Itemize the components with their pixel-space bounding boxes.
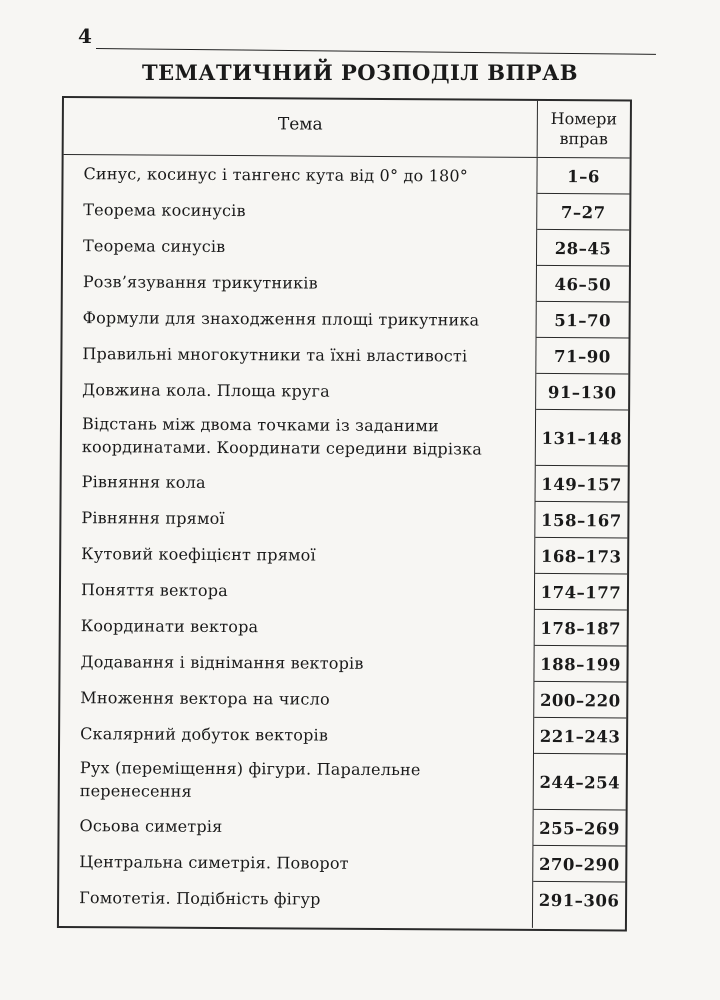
row-topic: Множення вектора на число: [80, 687, 330, 709]
row-topic: Рух (переміщення) фігури. Паралельне перенесення: [79, 758, 421, 801]
table-row: [62, 463, 628, 502]
row-numbers: 178–187: [540, 618, 622, 638]
row-topic: Рівняння прямої: [81, 507, 225, 528]
table-row: [60, 679, 626, 718]
row-numbers: 158–167: [541, 510, 622, 530]
row-numbers: 188–199: [540, 654, 621, 674]
row-numbers: 291–306: [538, 890, 620, 910]
row-topic: Кутовий коефіцієнт прямої: [81, 543, 316, 565]
row-numbers: 149–157: [541, 474, 623, 494]
row-topic: Теорема косинусів: [83, 199, 246, 220]
table-row: [63, 155, 629, 194]
header-rule: [96, 48, 656, 55]
row-topic: Центральна симетрія. Поворот: [79, 851, 349, 873]
table-row: [59, 843, 625, 882]
row-numbers: 200–220: [539, 690, 621, 710]
table-row: [62, 407, 628, 466]
row-topic: Координати вектора: [80, 615, 259, 636]
row-numbers: 221–243: [539, 726, 621, 746]
page-title: ТЕМАТИЧНИЙ РОЗПОДІЛ ВПРАВ: [142, 60, 578, 85]
row-topic: Поняття вектора: [80, 579, 229, 600]
numbers-header-line-1: Номери: [550, 108, 618, 129]
row-topic: Відстань між двома точками із заданими координатами. Координати середини відрізка: [81, 414, 483, 459]
row-topic: Розв’язування трикутників: [82, 271, 318, 293]
row-numbers: 255–269: [539, 818, 620, 838]
row-numbers: 7–27: [560, 202, 606, 222]
row-numbers: 174–177: [540, 582, 622, 602]
table-row: [60, 751, 626, 810]
table-row: [60, 715, 626, 754]
row-topic: Формули для знаходження площі трикутника: [82, 307, 480, 330]
row-topic: Синус, косинус і тангенс кута від 0° до 180°: [83, 163, 469, 185]
table-row: [63, 299, 629, 338]
row-numbers: 131–148: [541, 428, 623, 448]
topic-column-header: Тема: [277, 114, 323, 135]
row-topic: Теорема синусів: [83, 235, 226, 256]
table-row: [61, 535, 627, 574]
table-row: [61, 499, 627, 538]
row-topic: Додавання і віднімання векторів: [80, 651, 364, 673]
row-numbers: 51–70: [554, 310, 612, 330]
table-row: [62, 371, 628, 410]
row-numbers: 71–90: [554, 346, 611, 366]
row-topic: Рівняння кола: [81, 471, 206, 492]
row-numbers: 28–45: [554, 238, 612, 258]
row-numbers: 168–173: [540, 546, 622, 566]
row-numbers: 1–6: [567, 166, 600, 186]
numbers-header-line-2: вправ: [559, 129, 609, 149]
table-row: [59, 807, 625, 846]
table-row: [61, 571, 627, 610]
table-row: [61, 607, 627, 646]
row-topic: Осьова симетрія: [79, 815, 223, 836]
table-row: [62, 335, 628, 374]
row-topic: Гомотетія. Подібність фігур: [79, 887, 321, 909]
table-header: [64, 98, 630, 158]
table-row: [63, 191, 629, 230]
numbers-column-header: [537, 101, 630, 158]
row-numbers: 46–50: [554, 274, 612, 294]
row-topic: Довжина кола. Площа круга: [82, 379, 330, 401]
table-row: [59, 879, 625, 918]
table-row: [60, 643, 626, 682]
row-numbers: 270–290: [538, 854, 620, 874]
table-row: [63, 263, 629, 302]
row-numbers: 244–254: [539, 772, 621, 792]
table-row: [63, 227, 629, 266]
table-body: [59, 155, 630, 928]
row-topic: Правильні многокутники та їхні властивості: [82, 343, 468, 365]
row-topic: Скалярний добуток векторів: [80, 723, 329, 745]
row-numbers: 91–130: [547, 382, 617, 402]
topics-table: [57, 96, 632, 931]
page-number: 4: [78, 24, 92, 48]
